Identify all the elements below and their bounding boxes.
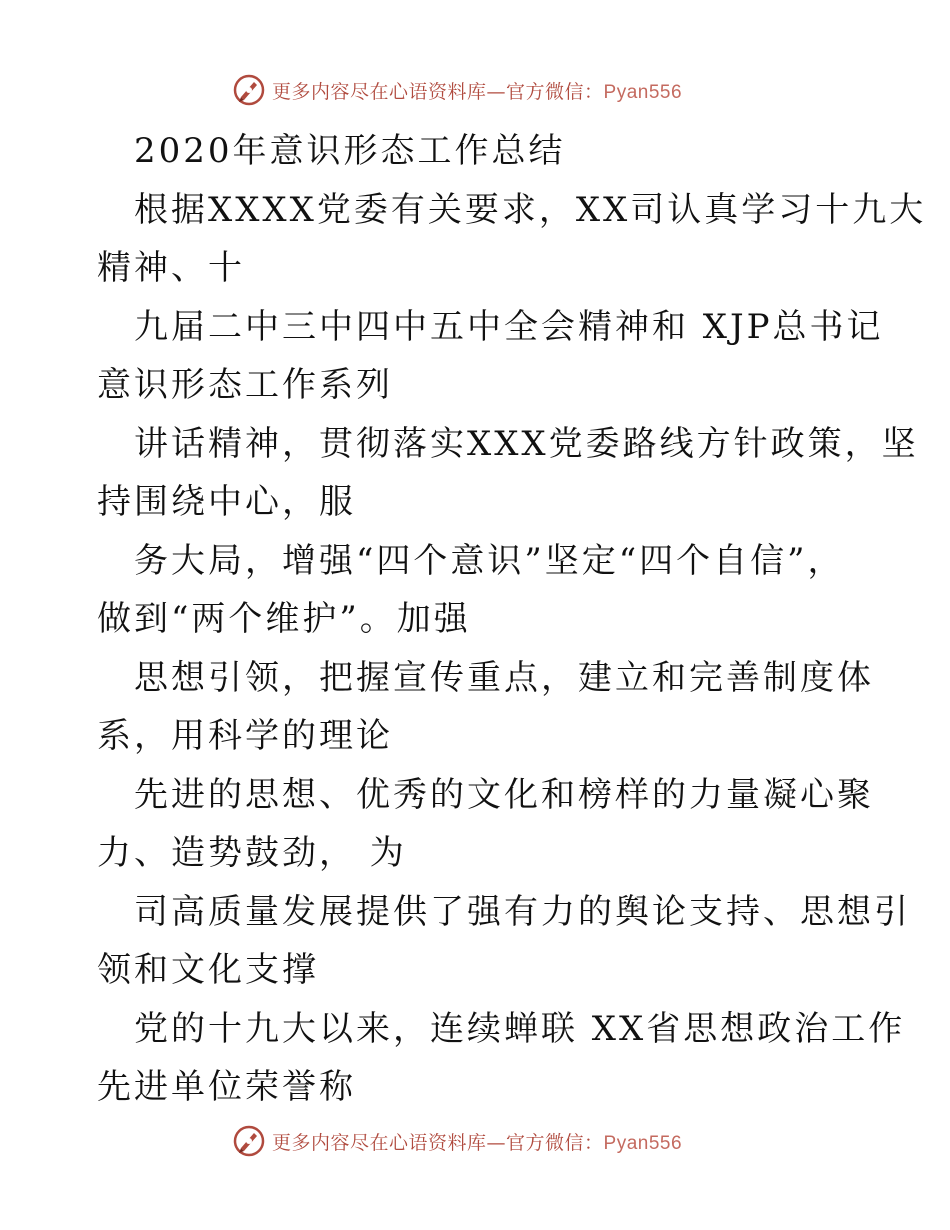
- paragraph-line: 讲话精神，贯彻落实XXX党委路线方针政策，坚: [134, 423, 919, 464]
- paragraph-line: 务大局，增强“四个意识”坚定“四个自信”，: [134, 540, 845, 581]
- watermark-header: [232, 70, 682, 110]
- paragraph-line: 力、造势鼓劲， 为: [97, 833, 407, 873]
- paragraph-line: 九届二中三中四中五中全会精神和 XJP总书记: [134, 306, 884, 347]
- watermark-footer: [232, 1121, 682, 1161]
- paragraph-line: 党的十九大以来，连续蝉联 XX省思想政治工作: [134, 1008, 906, 1049]
- paragraph-line: 系，用科学的理论: [97, 716, 393, 756]
- paragraph-line: 2020年意识形态工作总结: [134, 131, 566, 171]
- paragraph-line: 先进单位荣誉称: [97, 1067, 356, 1107]
- watermark-text: 更多内容尽在心语资料库—官方微信：Pyan556: [272, 1131, 683, 1154]
- pen-logo-icon: [232, 1124, 266, 1158]
- watermark-text: 更多内容尽在心语资料库—官方微信：Pyan556: [272, 80, 683, 103]
- paragraph-line: 司高质量发展提供了强有力的舆论支持、思想引: [134, 891, 911, 932]
- paragraph-line: 持围绕中心，服: [97, 482, 356, 522]
- document-body: [97, 122, 927, 1117]
- paragraph-line: 根据XXXX党委有关要求，XX司认真学习十九大: [134, 189, 927, 230]
- pen-logo-icon: [232, 73, 266, 107]
- paragraph-line: 思想引领，把握宣传重点，建立和完善制度体: [134, 657, 874, 698]
- paragraph-line: 做到“两个维护”。加强: [97, 599, 471, 639]
- paragraph-line: 精神、十: [97, 248, 245, 288]
- paragraph-line: 领和文化支撑: [97, 950, 319, 990]
- paragraph-line: 先进的思想、优秀的文化和榜样的力量凝心聚: [134, 774, 874, 815]
- paragraph-line: 意识形态工作系列: [97, 365, 393, 405]
